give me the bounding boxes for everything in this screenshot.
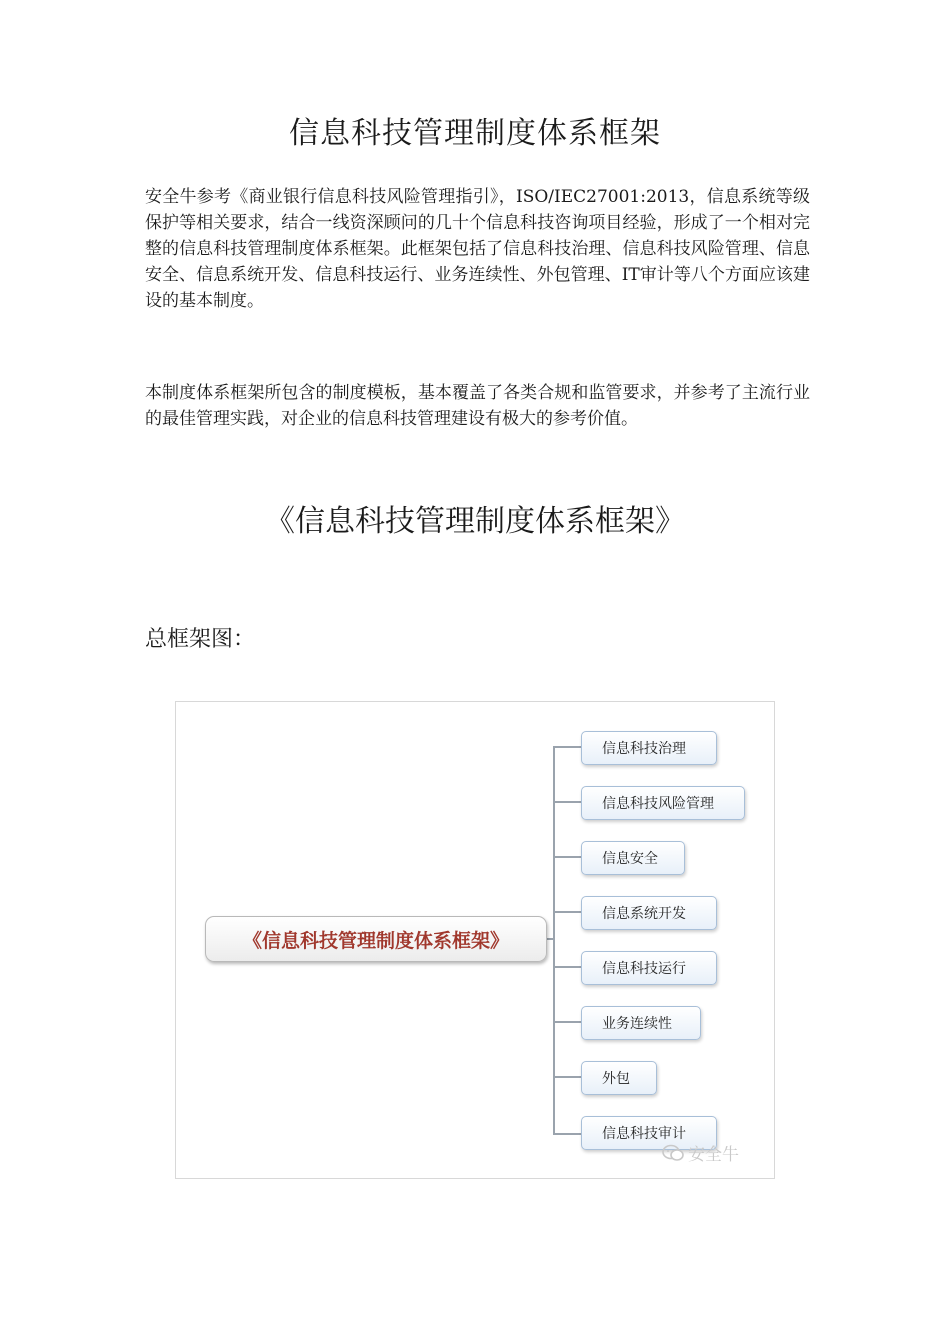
intro-paragraph: 安全牛参考《商业银行信息科技风险管理指引》，ISO/IEC27001:2013，信息系统等级保护等相关要求，结合一线资深顾问的几十个信息科技咨询项目经验，形成了一个相对完整的信息科技管理制度体系框架。此框架包括了信息科技治理、信息科技风险管理、信息安全、信息系统开发、信息科技运行、业务连续性、外包管理、IT审计等八个方面应该建设的基本制度。	[145, 187, 810, 311]
watermark-text: 安全牛	[688, 1145, 739, 1165]
root-node: 《信息科技管理制度体系框架》	[205, 916, 547, 962]
branch-connector	[553, 1133, 581, 1135]
branch-connector	[553, 801, 581, 803]
framework-diagram	[175, 701, 775, 1179]
watermark	[662, 1140, 739, 1165]
branch-node-operations: 信息科技运行	[581, 951, 717, 985]
figure-label: 总框架图：	[145, 627, 256, 652]
branch-node-governance: 信息科技治理	[581, 731, 717, 765]
document-title: 信息科技管理制度体系框架	[289, 116, 661, 151]
branch-node-risk: 信息科技风险管理	[581, 786, 745, 820]
branch-connector	[553, 1021, 581, 1023]
branch-node-security: 信息安全	[581, 841, 685, 875]
branch-node-continuity: 业务连续性	[581, 1006, 701, 1040]
framework-subtitle: 《信息科技管理制度体系框架》	[265, 504, 685, 539]
branch-connector	[553, 911, 581, 913]
branch-connector	[553, 1076, 581, 1078]
branch-node-outsourcing: 外包	[581, 1061, 657, 1095]
branch-connector	[553, 746, 581, 748]
branch-node-audit: 信息科技审计	[581, 1116, 717, 1150]
chat-icon	[662, 1144, 684, 1162]
branch-connector	[553, 966, 581, 968]
branch-connector	[553, 856, 581, 858]
branch-node-development: 信息系统开发	[581, 896, 717, 930]
value-paragraph: 本制度体系框架所包含的制度模板，基本覆盖了各类合规和监管要求，并参考了主流行业的最佳管理实践，对企业的信息科技管理建设有极大的参考价值。	[145, 383, 810, 429]
